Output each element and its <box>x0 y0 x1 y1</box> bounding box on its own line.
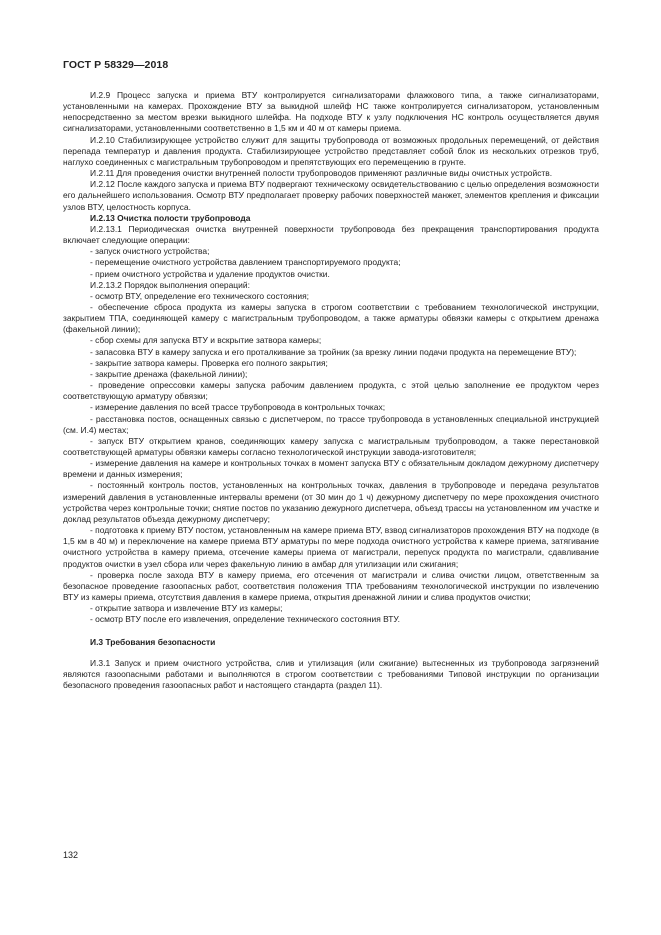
paragraph: - осмотр ВТУ после его извлечения, определение технического состояния ВТУ. <box>90 614 400 625</box>
paragraph: И.2.11 Для проведения очистки внутренней полости трубопроводов применяют различные виды очистных устройств. <box>90 168 553 179</box>
document-body <box>63 90 599 691</box>
paragraph: - закрытие затвора камеры. Проверка его полного закрытия; <box>90 357 328 368</box>
paragraph: - перемещение очистного устройства давлением транспортируемого продукта; <box>90 257 401 268</box>
paragraph: И.2.13.2 Порядок выполнения операций: <box>90 279 250 290</box>
paragraph: - постоянный контроль постов, установленных на контрольных точках, давления в трубопроводе и передача результатов измерений давления в установленные интервалы времени (от 30 мин до 1 ч) дежурному диспетчеру по мере прохождения очистного устройства через контрольные точки; снятие постов по указанию дежурного диспетчера, объезд трассы на установленном им участке и доклад результатов объезда дежурному диспетчеру; <box>63 480 599 524</box>
paragraph: - открытие затвора и извлечение ВТУ из камеры; <box>90 603 283 614</box>
paragraph: - запуск ВТУ открытием кранов, соединяющих камеру запуска с магистральным трубопроводом, а также перестановкой соответствующей арматуры обвязки камеры согласно технологической инструкции завода-изготовителя; <box>63 435 599 457</box>
paragraph: - осмотр ВТУ, определение его технического состояния; <box>90 290 309 301</box>
paragraph: - сбор схемы для запуска ВТУ и вскрытие затвора камеры; <box>90 335 322 346</box>
section-heading: И.3 Требования безопасности <box>90 636 216 647</box>
paragraph: - обеспечение сброса продукта из камеры запуска в строгом соответствии с требованием технологической инструкции, закрытием ТПА, соединяющей камеру с магистральным трубопроводом, а также арматуры обвязки камеры с открытием дренажа (факельной линии); <box>63 301 599 335</box>
section-heading: И.2.13 Очистка полости трубопровода <box>90 212 251 223</box>
paragraph: - запуск очистного устройства; <box>90 246 210 257</box>
paragraph: - проверка после захода ВТУ в камеру приема, его отсечения от магистрали и слива очистки лицом, ответственным за безопасное проведение газоопасных работ, соответствия положения ТПА требованиям технологической инструкции по извлечению ВТУ из камеры приема, отсутствия давления в камере приема, открытия дренажной линии и слива продуктов очистки; <box>63 569 599 603</box>
page-number: 132 <box>63 850 79 860</box>
paragraph: - проведение опрессовки камеры запуска рабочим давлением продукта, с этой целью заполнение ее продуктом через соответствующую арматуру обвязки; <box>63 380 599 402</box>
paragraph: И.2.9 Процесс запуска и приема ВТУ контролируется сигнализаторами флажкового типа, а также сигнализаторами, установленными на камерах. Прохождение ВТУ за выкидной шлейф НС также контролируется сигнализатором, установленным непосредственно за местом врезки выкидного шлейфа. На подходе ВТУ к узлу подключения НС контроль осуществляется двумя сигнализаторами, установленными соответственно в 1,5 км и 40 м от камеры приема. <box>63 90 599 134</box>
standard-header: ГОСТ Р 58329—2018 <box>63 59 169 71</box>
paragraph: - запасовка ВТУ в камеру запуска и его проталкивание за тройник (за врезку линии подачи продукта на перемещение ВТУ); <box>90 346 577 357</box>
paragraph: И.3.1 Запуск и прием очистного устройства, слив и утилизация (или сжигание) вытесненных из трубопровода загрязнений являются газоопасными работами и выполняются в строгом соответствии с требованиями Типовой инструкции по организации безопасного проведения газоопасных работ и настоящего стандарта (раздел 11). <box>63 657 599 690</box>
paragraph: - измерение давления по всей трассе трубопровода в контрольных точках; <box>90 402 386 413</box>
paragraph: - закрытие дренажа (факельной линии); <box>90 368 248 379</box>
paragraph: И.2.12 После каждого запуска и приема ВТУ подвергают техническому освидетельствованию с целью определения возможности его дальнейшего использования. Осмотр ВТУ предполагает проверку рабочих поверхностей манжет, элементов крепления и фиксации узлов ВТУ, целостность корпуса. <box>63 179 599 212</box>
paragraph: - расстановка постов, оснащенных связью с диспетчером, по трассе трубопровода в установленных специальной инструкцией (см. И.4) местах; <box>63 413 599 435</box>
paragraph: И.2.10 Стабилизирующее устройство служит для защиты трубопровода от возможных продольных перемещений, от действия перепада температур и давления продукта. Стабилизирующее устройство представляет собой блок из нескольких отрезков труб, наглухо соединенных с магистральным трубопроводом и препятствующих его перемещению в грунте. <box>63 134 599 167</box>
paragraph: И.2.13.1 Периодическая очистка внутренней поверхности трубопровода без прекращения транспортирования продукта включает следующие операции: <box>63 223 599 246</box>
paragraph: - прием очистного устройства и удаление продуктов очистки. <box>90 268 330 279</box>
paragraph: - измерение давления на камере и контрольных точках в момент запуска ВТУ с обязательным докладом дежурному диспетчеру времени и данных измерения; <box>63 458 599 480</box>
paragraph: - подготовка к приему ВТУ постом, установленным на камере приема ВТУ, взвод сигнализаторов прохождения ВТУ на подходе (в 1,5 км в 40 м) и переключение на камере приема ВТУ арматуры по мере подхода очистного устройства к камере приема, затягивание очистного устройства в камеру приема, отсечение камеры приема от магистрали, перепуск продукта по магистрали, сдавливание продуктов очистки в узел сбора или через факельную линию в амбар для утилизации или сжигания; <box>63 525 599 569</box>
